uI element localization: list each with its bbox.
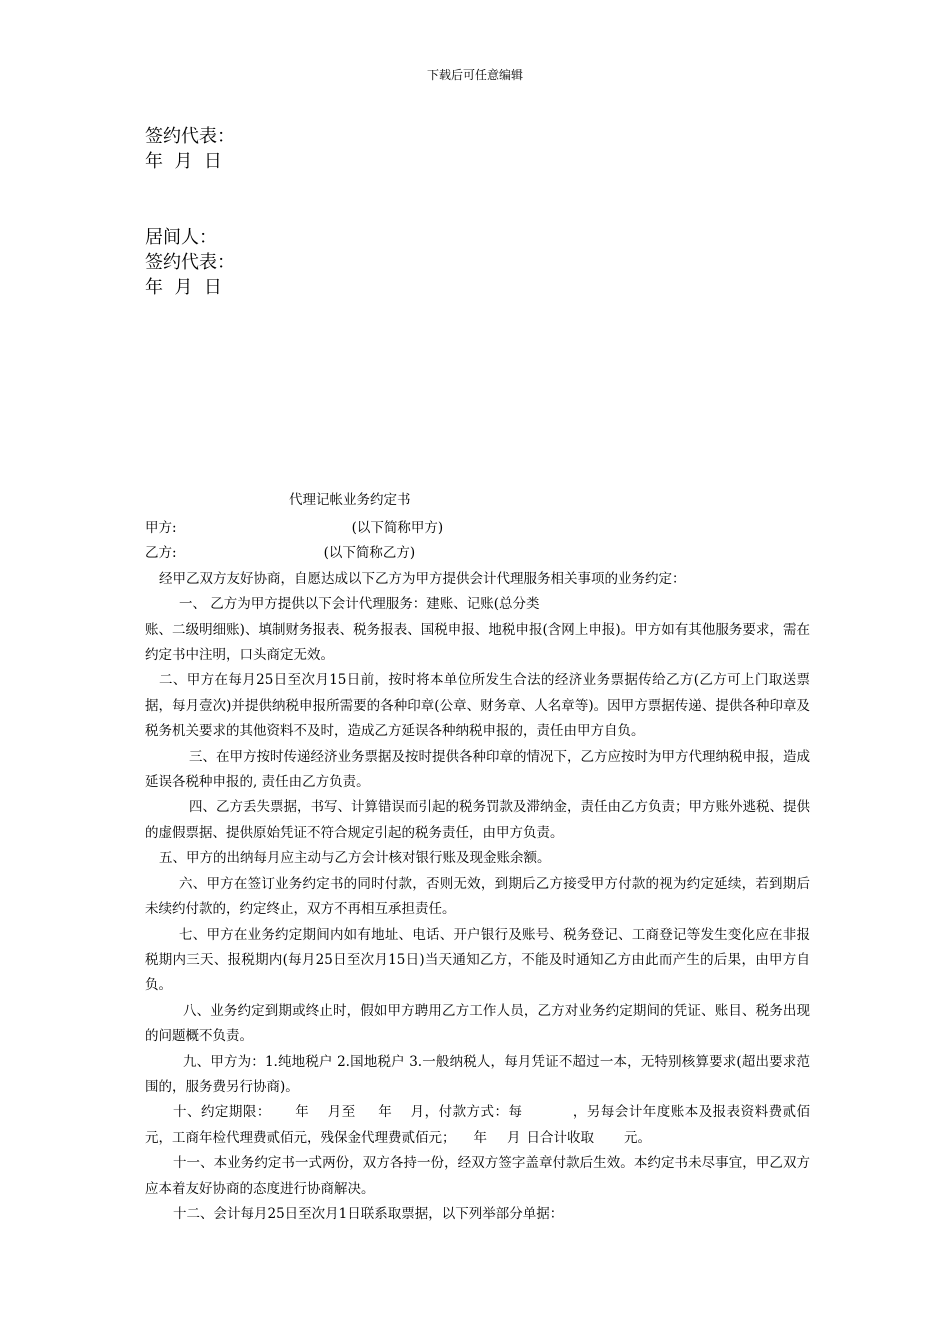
clause-10-year-3: 年	[473, 1129, 487, 1146]
party-a-line	[145, 516, 810, 541]
clause-8: 八、业务约定到期或终止时，假如甲方聘用乙方工作人员，乙方对业务约定期间的凭证、账目、税务出现的问题概不负责。	[145, 1002, 810, 1045]
signing-representative-label: 签约代表：	[145, 126, 235, 147]
clause-6: 六、甲方在签订业务约定书的同时付款，否则无效，到期后乙方接受甲方付款的视为约定延续，若到期后未续约付款的，约定终止，双方不再相互承担责任。	[145, 875, 810, 918]
document-title: 代理记帐业务约定书	[289, 492, 411, 508]
clause-5: 五、甲方的出纳每月应主动与乙方会计核对银行账及现金账余额。	[159, 850, 551, 867]
clause-3: 三、在甲方按时传递经济业务票据及按时提供各种印章的情况下，乙方应按时为甲方代理纳税申报，造成延误各税种申报的, 责任由乙方负责。	[145, 748, 810, 791]
clause-10-term-label: 十、约定期限：	[173, 1104, 271, 1121]
clause-10-year-2: 年	[377, 1104, 393, 1121]
clause-4: 四、乙方丢失票据，书写、计算错误而引起的税务罚款及滞纳金，责任由乙方负责；甲方账外逃税、提供的虚假票据、提供原始凭证不符合规定引起的税务责任，由甲方负责。	[145, 799, 810, 841]
clause-9: 九、甲方为：1.纯地税户 2.国地税户 3.一般纳税人，每月凭证不超过一本，无特别核算要求(超出要求范围的，服务费另行协商)。	[145, 1053, 810, 1095]
clause-10-month-1: 月至	[327, 1104, 356, 1121]
clause-10-payment: 月，付款方式：每	[410, 1104, 523, 1121]
clause-1-line-2: 账、二级明细账)、填制财务报表、税务报表、国税申报、地税申报(含网上申报)。甲方如有其他服务要求，需在约定书中注明，口头商定无效。	[145, 621, 810, 664]
clause-10-year-1: 年	[294, 1104, 310, 1121]
signature-block-1	[145, 124, 235, 174]
signature-block-2	[145, 225, 235, 300]
party-a-label: 甲方:	[145, 520, 177, 536]
agreement-body	[145, 516, 810, 1227]
signing-representative-label: 签约代表：	[145, 252, 235, 273]
date-line: 年 月 日	[145, 151, 222, 172]
intro-paragraph: 经甲乙双方友好协商，自愿达成以下乙方为甲方提供会计代理服务相关事项的业务约定：	[159, 570, 686, 587]
party-b-label: 乙方:	[145, 545, 177, 562]
clause-10-unit: 元。	[624, 1129, 651, 1146]
clause-10-total: 日合计收取	[526, 1129, 594, 1146]
clause-12: 十二、会计每月25日至次月1日联系取票据，以下列举部分单据：	[173, 1205, 564, 1222]
intermediary-label: 居间人：	[145, 227, 217, 248]
clause-11: 十一、本业务约定书一式两份，双方各持一份，经双方签字盖章付款后生效。本约定书未尽事宜，甲乙双方应本着友好协商的态度进行协商解决。	[145, 1155, 810, 1197]
clause-7: 七、甲方在业务约定期间内如有地址、电话、开户银行及账号、税务登记、工商登记等发生变化应在非报税期内三天、报税期内(每月25日至次月15日)当天通知乙方，不能及时通知乙方由此而产生的后果，由甲方自负。	[145, 926, 810, 994]
clause-1-line-1: 一、 乙方为甲方提供以下会计代理服务：建账、记账(总分类	[179, 596, 540, 613]
party-a-note: (以下简称甲方)	[351, 520, 444, 536]
clause-10-fees: ，另每会计年度账本及报表资料费贰佰元，工商年检代理费贰佰元，残保金代理费贰佰元；	[145, 1104, 811, 1146]
party-b-line	[145, 541, 810, 566]
party-b-note: (以下简称乙方)	[323, 545, 416, 562]
clause-10-month-2: 月	[507, 1129, 521, 1146]
date-line: 年 月 日	[145, 277, 222, 298]
clause-2: 二、甲方在每月25日至次月15日前，按时将本单位所发生合法的经济业务票据传给乙方(乙方可上门取送票据，每月壹次)并提供纳税申报所需要的各种印章(公章、财务章、人名章等)。因甲方票据传递、提供各种印章及税务机关要求的其他资料不及时，造成乙方延误各种纳税申报的，责任由甲方自负。	[145, 672, 810, 740]
page-header: 下载后可任意编辑	[426, 68, 523, 82]
clause-10	[145, 1100, 810, 1151]
